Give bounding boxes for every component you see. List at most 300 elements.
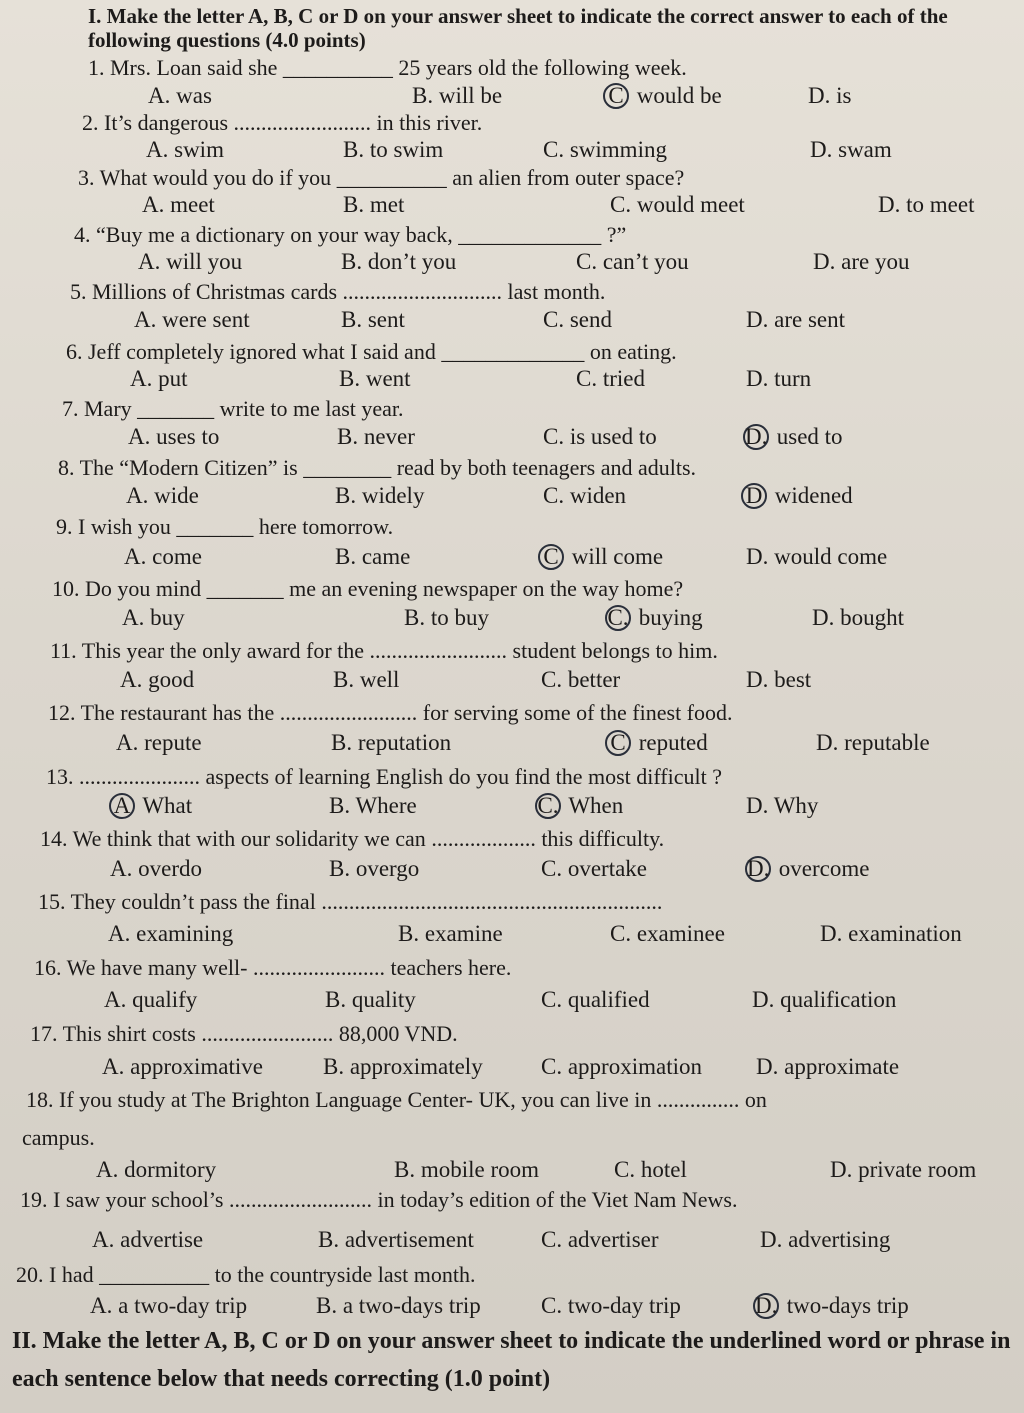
question-tail: on [744,1087,767,1112]
option-text: a two-day trip [118,1293,248,1318]
answer-option[interactable] [744,483,853,509]
answer-blank: __________ [336,165,447,190]
question-stem [20,1187,737,1213]
answer-option[interactable] [746,366,811,392]
option-letter: B. [335,544,357,569]
question-text: 16. We have many well- [34,955,248,980]
circled-option-letter: D. [745,424,768,449]
option-text: widen [569,483,627,508]
option-letter: D. [813,249,836,274]
option-text: will you [166,249,243,274]
option-letter: B. [412,83,434,108]
question-text: 11. This year the only award for the [50,638,365,663]
option-letter: D. [756,1054,779,1079]
question-text: 15. They couldn’t pass the final [38,889,316,914]
option-letter: A. [128,424,151,449]
question-tail: last month. [507,279,606,304]
answer-option[interactable] [608,605,703,631]
option-letter: B. [341,249,363,274]
question-tail: in today’s edition of the Viet Nam News. [377,1187,738,1212]
answer-option[interactable] [331,730,451,756]
answer-option[interactable] [120,667,194,693]
option-text: advertisement [344,1227,474,1252]
option-text: turn [774,366,812,391]
answer-option[interactable] [335,544,410,570]
question-text: 2. It’s dangerous [82,110,229,135]
answer-option[interactable] [412,83,502,109]
option-text: advertiser [567,1227,659,1252]
question-stem [58,455,696,481]
question-stem [52,576,683,602]
answer-option[interactable] [339,366,411,392]
option-letter: B. [333,667,355,692]
answer-blank: ............................. [342,279,503,304]
option-text: mobile room [420,1157,540,1182]
option-text: approximation [567,1054,702,1079]
circled-option-letter: D. [747,856,770,881]
answer-option[interactable] [756,1054,899,1080]
answer-option[interactable] [610,192,745,218]
option-text: don’t you [367,249,457,274]
answer-option[interactable] [398,921,503,947]
option-text: approximately [349,1054,483,1079]
answer-option[interactable] [318,1227,474,1253]
question-text: 13. [46,764,74,789]
option-letter: A. [110,856,133,881]
answer-option[interactable] [102,1054,263,1080]
option-text: examination [848,921,962,946]
option-letter: D. [746,793,769,818]
question-text: 18. If you study at The Brighton Language Center- UK, you can live in [26,1087,652,1112]
option-text: widely [361,483,425,508]
answer-option[interactable] [316,1293,481,1319]
option-text: would come [774,544,888,569]
answer-option[interactable] [329,856,419,882]
option-letter: B. [337,424,359,449]
option-letter: D. [808,83,831,108]
option-text: Why [773,793,819,818]
question-text: 4. “Buy me a dictionary on your way back, [74,222,453,247]
answer-option[interactable] [746,544,887,570]
answer-option[interactable] [343,192,404,218]
answer-option[interactable] [576,366,645,392]
option-text: better [567,667,621,692]
question-text: 6. Jeff completely ignored what I said and [66,339,436,364]
answer-option[interactable] [90,1293,247,1319]
answer-blank: .............................................................. [321,889,663,914]
question-tail: on eating. [589,339,677,364]
option-letter: B. [318,1227,340,1252]
option-text: reputation [357,730,452,755]
option-text: are sent [774,307,846,332]
option-letter: D. [878,192,901,217]
option-text: sent [367,307,405,332]
answer-option[interactable] [112,793,192,819]
answer-blank: ........................ [252,955,385,980]
option-text: would meet [636,192,745,217]
answer-blank: ......................... [369,638,508,663]
option-letter: A. [126,483,149,508]
answer-option[interactable] [541,987,650,1013]
circled-option-letter: C [603,83,629,109]
question-stem [16,1262,476,1288]
option-letter: B. [335,483,357,508]
answer-option[interactable] [329,793,417,819]
answer-option[interactable] [128,424,219,450]
answer-option[interactable] [746,424,843,450]
circled-option-letter: A [109,793,135,819]
question-tail: an alien from outer space? [452,165,685,190]
option-letter: C. [543,137,565,162]
answer-option[interactable] [138,249,242,275]
option-text: swimming [569,137,667,162]
answer-option[interactable] [543,424,657,450]
answer-option[interactable] [337,424,415,450]
option-letter: C. [576,249,598,274]
question-stem [82,110,482,136]
answer-option[interactable] [108,921,233,947]
answer-option[interactable] [541,856,647,882]
answer-blank: ...................... [79,764,200,789]
question-text: 1. Mrs. Loan said she [88,55,278,80]
answer-option[interactable] [541,667,620,693]
option-text: will come [571,544,664,569]
answer-option[interactable] [323,1054,483,1080]
question-tail: ?” [606,222,627,247]
answer-blank: ......................... [279,700,418,725]
answer-option[interactable] [142,192,215,218]
option-letter: B. [331,730,353,755]
option-text: bought [840,605,905,630]
option-letter: C. [541,1227,563,1252]
question-tail: in this river. [376,110,483,135]
answer-option[interactable] [538,793,623,819]
circled-option-letter: D. [755,1293,778,1318]
answer-option[interactable] [752,987,896,1013]
option-letter: B. [404,605,426,630]
question-text: 20. I had [16,1262,94,1287]
option-text: Where [355,793,417,818]
answer-option[interactable] [816,730,930,756]
option-text: examining [136,921,234,946]
circled-option-letter: C. [535,793,561,819]
option-letter: D. [752,987,775,1012]
answer-blank: _______ [137,396,215,421]
option-letter: B. [323,1054,345,1079]
option-text: advertise [120,1227,204,1252]
question-stem [66,339,677,365]
question-stem [26,1087,767,1113]
answer-option[interactable] [341,307,405,333]
option-text: reputed [638,730,708,755]
question-tail: this difficulty. [541,826,665,851]
option-text: best [774,667,812,692]
answer-option[interactable] [110,856,202,882]
answer-blank: __________ [99,1262,210,1287]
option-letter: A. [142,192,165,217]
answer-option[interactable] [335,483,424,509]
option-letter: B. [339,366,361,391]
option-letter: B. [343,137,365,162]
circled-option-letter: C [605,730,631,756]
option-letter: C. [541,987,563,1012]
option-text: used to [776,424,843,449]
answer-blank: ________ [303,455,392,480]
option-letter: B. [343,192,365,217]
answer-option[interactable] [746,307,845,333]
answer-blank: ................... [431,826,536,851]
option-text: overdo [138,856,202,881]
option-letter: B. [316,1293,338,1318]
section-1-heading: I. Make the letter A, B, C or D on your answer sheet to indicate the correct answer to each of the following questions (4.0 points) [88,4,948,52]
question-text: 10. Do you mind [52,576,202,601]
option-text: swam [838,137,892,162]
answer-option[interactable] [748,856,869,882]
question-tail: 25 years old the following week. [398,55,687,80]
answer-option[interactable] [813,249,909,275]
option-text: quality [351,987,416,1012]
answer-option[interactable] [134,307,250,333]
option-letter: A. [108,921,131,946]
option-text: two-days trip [786,1293,909,1318]
answer-option[interactable] [541,1054,702,1080]
option-text: buying [638,605,703,630]
option-text: examine [424,921,503,946]
answer-option[interactable] [614,1157,687,1183]
answer-option[interactable] [606,83,722,109]
option-text: is [836,83,852,108]
question-tail: student belongs to him. [512,638,718,663]
answer-blank: _______ [206,576,284,601]
option-letter: D. [820,921,843,946]
question-stem [70,279,605,305]
option-letter: D. [760,1227,783,1252]
option-text: meet [170,192,215,217]
option-letter: A. [92,1227,115,1252]
answer-option[interactable] [343,137,443,163]
question-tail: write to me last year. [219,396,404,421]
option-letter: A. [120,667,143,692]
answer-option[interactable] [541,544,663,570]
option-text: were sent [162,307,250,332]
option-text: can’t you [602,249,689,274]
option-letter: C. [541,1293,563,1318]
option-text: went [365,366,411,391]
question-text: 12. The restaurant has the [48,700,275,725]
question-tail: aspects of learning English do you find the most difficult ? [205,764,722,789]
question-stem [78,165,684,191]
option-letter: A. [138,249,161,274]
answer-blank: _____________ [441,339,585,364]
question-tail: read by both teenagers and adults. [396,455,697,480]
question-text: 5. Millions of Christmas cards [70,279,338,304]
option-text: approximative [130,1054,263,1079]
question-tail: teachers here. [390,955,512,980]
answer-option[interactable] [394,1157,539,1183]
answer-option[interactable] [92,1227,203,1253]
answer-option[interactable] [146,137,224,163]
option-letter: C. [541,1054,563,1079]
question-tail: to the countryside last month. [214,1262,476,1287]
option-text: put [158,366,188,391]
option-text: to buy [430,605,489,630]
option-letter: A. [124,544,147,569]
option-letter: A. [122,605,145,630]
question-tail: for serving some of the finest food. [422,700,733,725]
option-letter: A. [134,307,157,332]
section-2-heading: II. Make the letter A, B, C or D on your answer sheet to indicate the underlined word or phrase in each sentence below that needs correcting (1.0 point) [12,1328,1011,1392]
option-letter: D. [746,544,769,569]
answer-option[interactable] [124,544,202,570]
answer-option[interactable] [760,1227,890,1253]
answer-option[interactable] [541,1293,681,1319]
option-letter: C. [543,483,565,508]
option-letter: A. [90,1293,113,1318]
option-letter: A. [146,137,169,162]
option-letter: B. [341,307,363,332]
option-letter: C. [614,1157,636,1182]
option-letter: A. [130,366,153,391]
option-text: swim [174,137,224,162]
option-text: approximate [784,1054,900,1079]
question-text: 7. Mary [62,396,132,421]
option-letter: A. [102,1054,125,1079]
answer-option[interactable] [576,249,689,275]
option-text: came [361,544,411,569]
answer-option[interactable] [148,83,212,109]
option-text: overcome [778,856,870,881]
answer-blank: _____________ [458,222,602,247]
option-text: met [369,192,405,217]
option-letter: C. [543,424,565,449]
option-letter: C. [541,856,563,881]
option-letter: B. [398,921,420,946]
option-text: good [148,667,195,692]
answer-option[interactable] [325,987,416,1013]
option-text: overgo [355,856,420,881]
answer-option[interactable] [333,667,399,693]
answer-blank: ........................ [201,1021,334,1046]
option-letter: D. [746,307,769,332]
circled-option-letter: C [538,544,564,570]
question-tail: here tomorrow. [258,514,394,539]
option-text: is used to [569,424,657,449]
question-text: 19. I saw your school’s [20,1187,224,1212]
option-text: would be [636,83,722,108]
question-stem [48,700,733,726]
answer-option[interactable] [808,83,851,109]
option-letter: D. [816,730,839,755]
option-text: send [569,307,613,332]
question-stem [62,396,404,422]
option-text: examinee [636,921,725,946]
answer-option[interactable] [830,1157,976,1183]
question-stem [74,222,626,248]
option-letter: C. [541,667,563,692]
option-text: hotel [640,1157,687,1182]
answer-blank: ......................... [233,110,372,135]
answer-option[interactable] [756,1293,909,1319]
option-text: qualification [780,987,897,1012]
option-letter: C. [543,307,565,332]
option-letter: A. [116,730,139,755]
answer-option[interactable] [116,730,202,756]
answer-blank: ............... [656,1087,740,1112]
answer-option[interactable] [122,605,185,631]
question-text: 14. We think that with our solidarity we can [40,826,426,851]
option-text: private room [858,1157,977,1182]
answer-blank: __________ [282,55,393,80]
option-text: tried [602,366,645,391]
option-text: never [363,424,415,449]
option-text: to meet [906,192,975,217]
option-letter: D. [830,1157,853,1182]
question-stem [38,889,662,915]
answer-option[interactable] [541,1227,659,1253]
answer-option[interactable] [543,307,612,333]
answer-blank: _______ [176,514,254,539]
answer-option[interactable] [746,667,811,693]
option-letter: C. [610,921,632,946]
option-text: was [176,83,212,108]
option-letter: D. [810,137,833,162]
option-text: qualify [132,987,198,1012]
answer-option[interactable] [610,921,725,947]
answer-option[interactable] [810,137,892,163]
answer-option[interactable] [543,137,667,163]
answer-option[interactable] [878,192,974,218]
option-text: to swim [369,137,444,162]
question-stem [34,955,511,981]
option-text: buy [150,605,185,630]
option-text: well [359,667,400,692]
answer-option[interactable] [104,987,197,1013]
option-letter: D. [746,667,769,692]
answer-option[interactable] [126,483,199,509]
option-text: will be [438,83,503,108]
answer-option[interactable] [608,730,708,756]
option-text: wide [154,483,199,508]
answer-option[interactable] [812,605,904,631]
option-letter: A. [148,83,171,108]
answer-option[interactable] [341,249,456,275]
answer-option[interactable] [746,793,818,819]
option-letter: D. [746,366,769,391]
option-text: overtake [567,856,648,881]
circled-option-letter: D [741,483,767,509]
answer-option[interactable] [96,1157,216,1183]
answer-option[interactable] [130,366,188,392]
option-text: qualified [567,987,650,1012]
question-text: 17. This shirt costs [30,1021,196,1046]
option-text: uses to [156,424,220,449]
answer-option[interactable] [820,921,962,947]
option-letter: A. [104,987,127,1012]
question-stem [50,638,718,664]
question-text: 3. What would you do if you [78,165,332,190]
option-letter: C. [610,192,632,217]
option-text: repute [144,730,202,755]
answer-option[interactable] [543,483,626,509]
option-text: widened [774,483,853,508]
question-tail: me an evening newspaper on the way home? [289,576,684,601]
answer-option[interactable] [404,605,489,631]
question-stem [88,55,687,81]
option-text: When [568,793,624,818]
question-stem [46,764,722,790]
option-letter: D. [812,605,835,630]
circled-option-letter: C. [605,605,631,631]
